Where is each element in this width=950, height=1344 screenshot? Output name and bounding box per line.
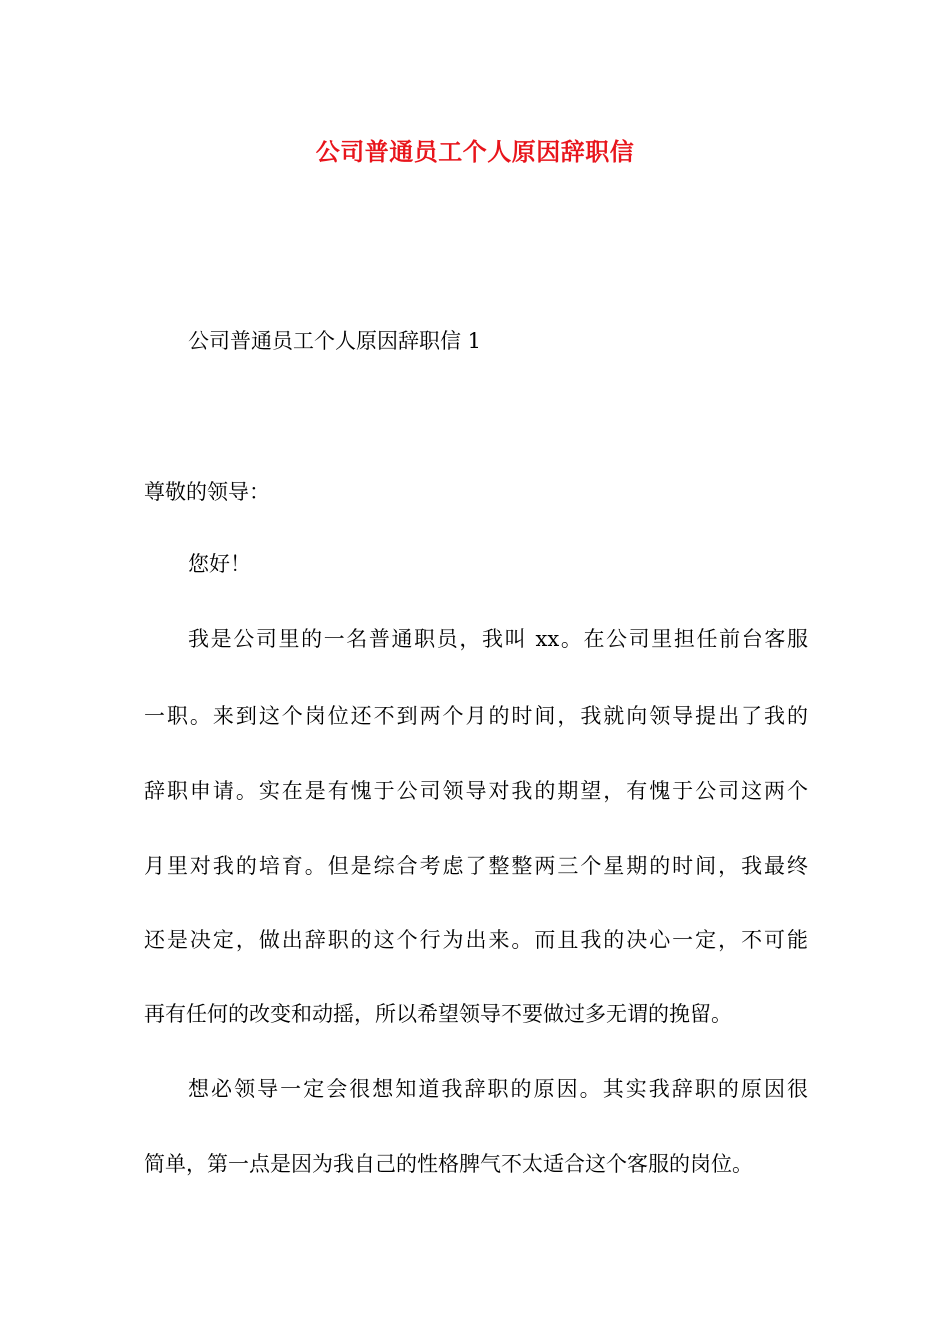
paragraph-line: 简单，第一点是因为我自己的性格脾气不太适合这个客服的岗位。 bbox=[144, 1152, 753, 1176]
paragraph-line: 我是公司里的一名普通职员，我叫 xx。在公司里担任前台客服 bbox=[188, 627, 808, 651]
salutation: 尊敬的领导： bbox=[144, 480, 270, 504]
document-title: 公司普通员工个人原因辞职信 bbox=[315, 137, 635, 166]
paragraph-line: 想必领导一定会很想知道我辞职的原因。其实我辞职的原因很 bbox=[188, 1077, 808, 1101]
paragraph-line: 还是决定，做出辞职的这个行为出来。而且我的决心一定，不可能 bbox=[144, 928, 808, 952]
subheading: 公司普通员工个人原因辞职信 1 bbox=[188, 329, 482, 353]
paragraph-line: 再有任何的改变和动摇，所以希望领导不要做过多无谓的挽留。 bbox=[144, 1002, 732, 1026]
paragraph-line: 一职。来到这个岗位还不到两个月的时间，我就向领导提出了我的 bbox=[144, 704, 808, 728]
paragraph-line: 辞职申请。实在是有愧于公司领导对我的期望，有愧于公司这两个 bbox=[144, 779, 808, 803]
paragraph-line: 月里对我的培育。但是综合考虑了整整两三个星期的时间，我最终 bbox=[144, 854, 808, 878]
greeting: 您好！ bbox=[188, 552, 251, 576]
